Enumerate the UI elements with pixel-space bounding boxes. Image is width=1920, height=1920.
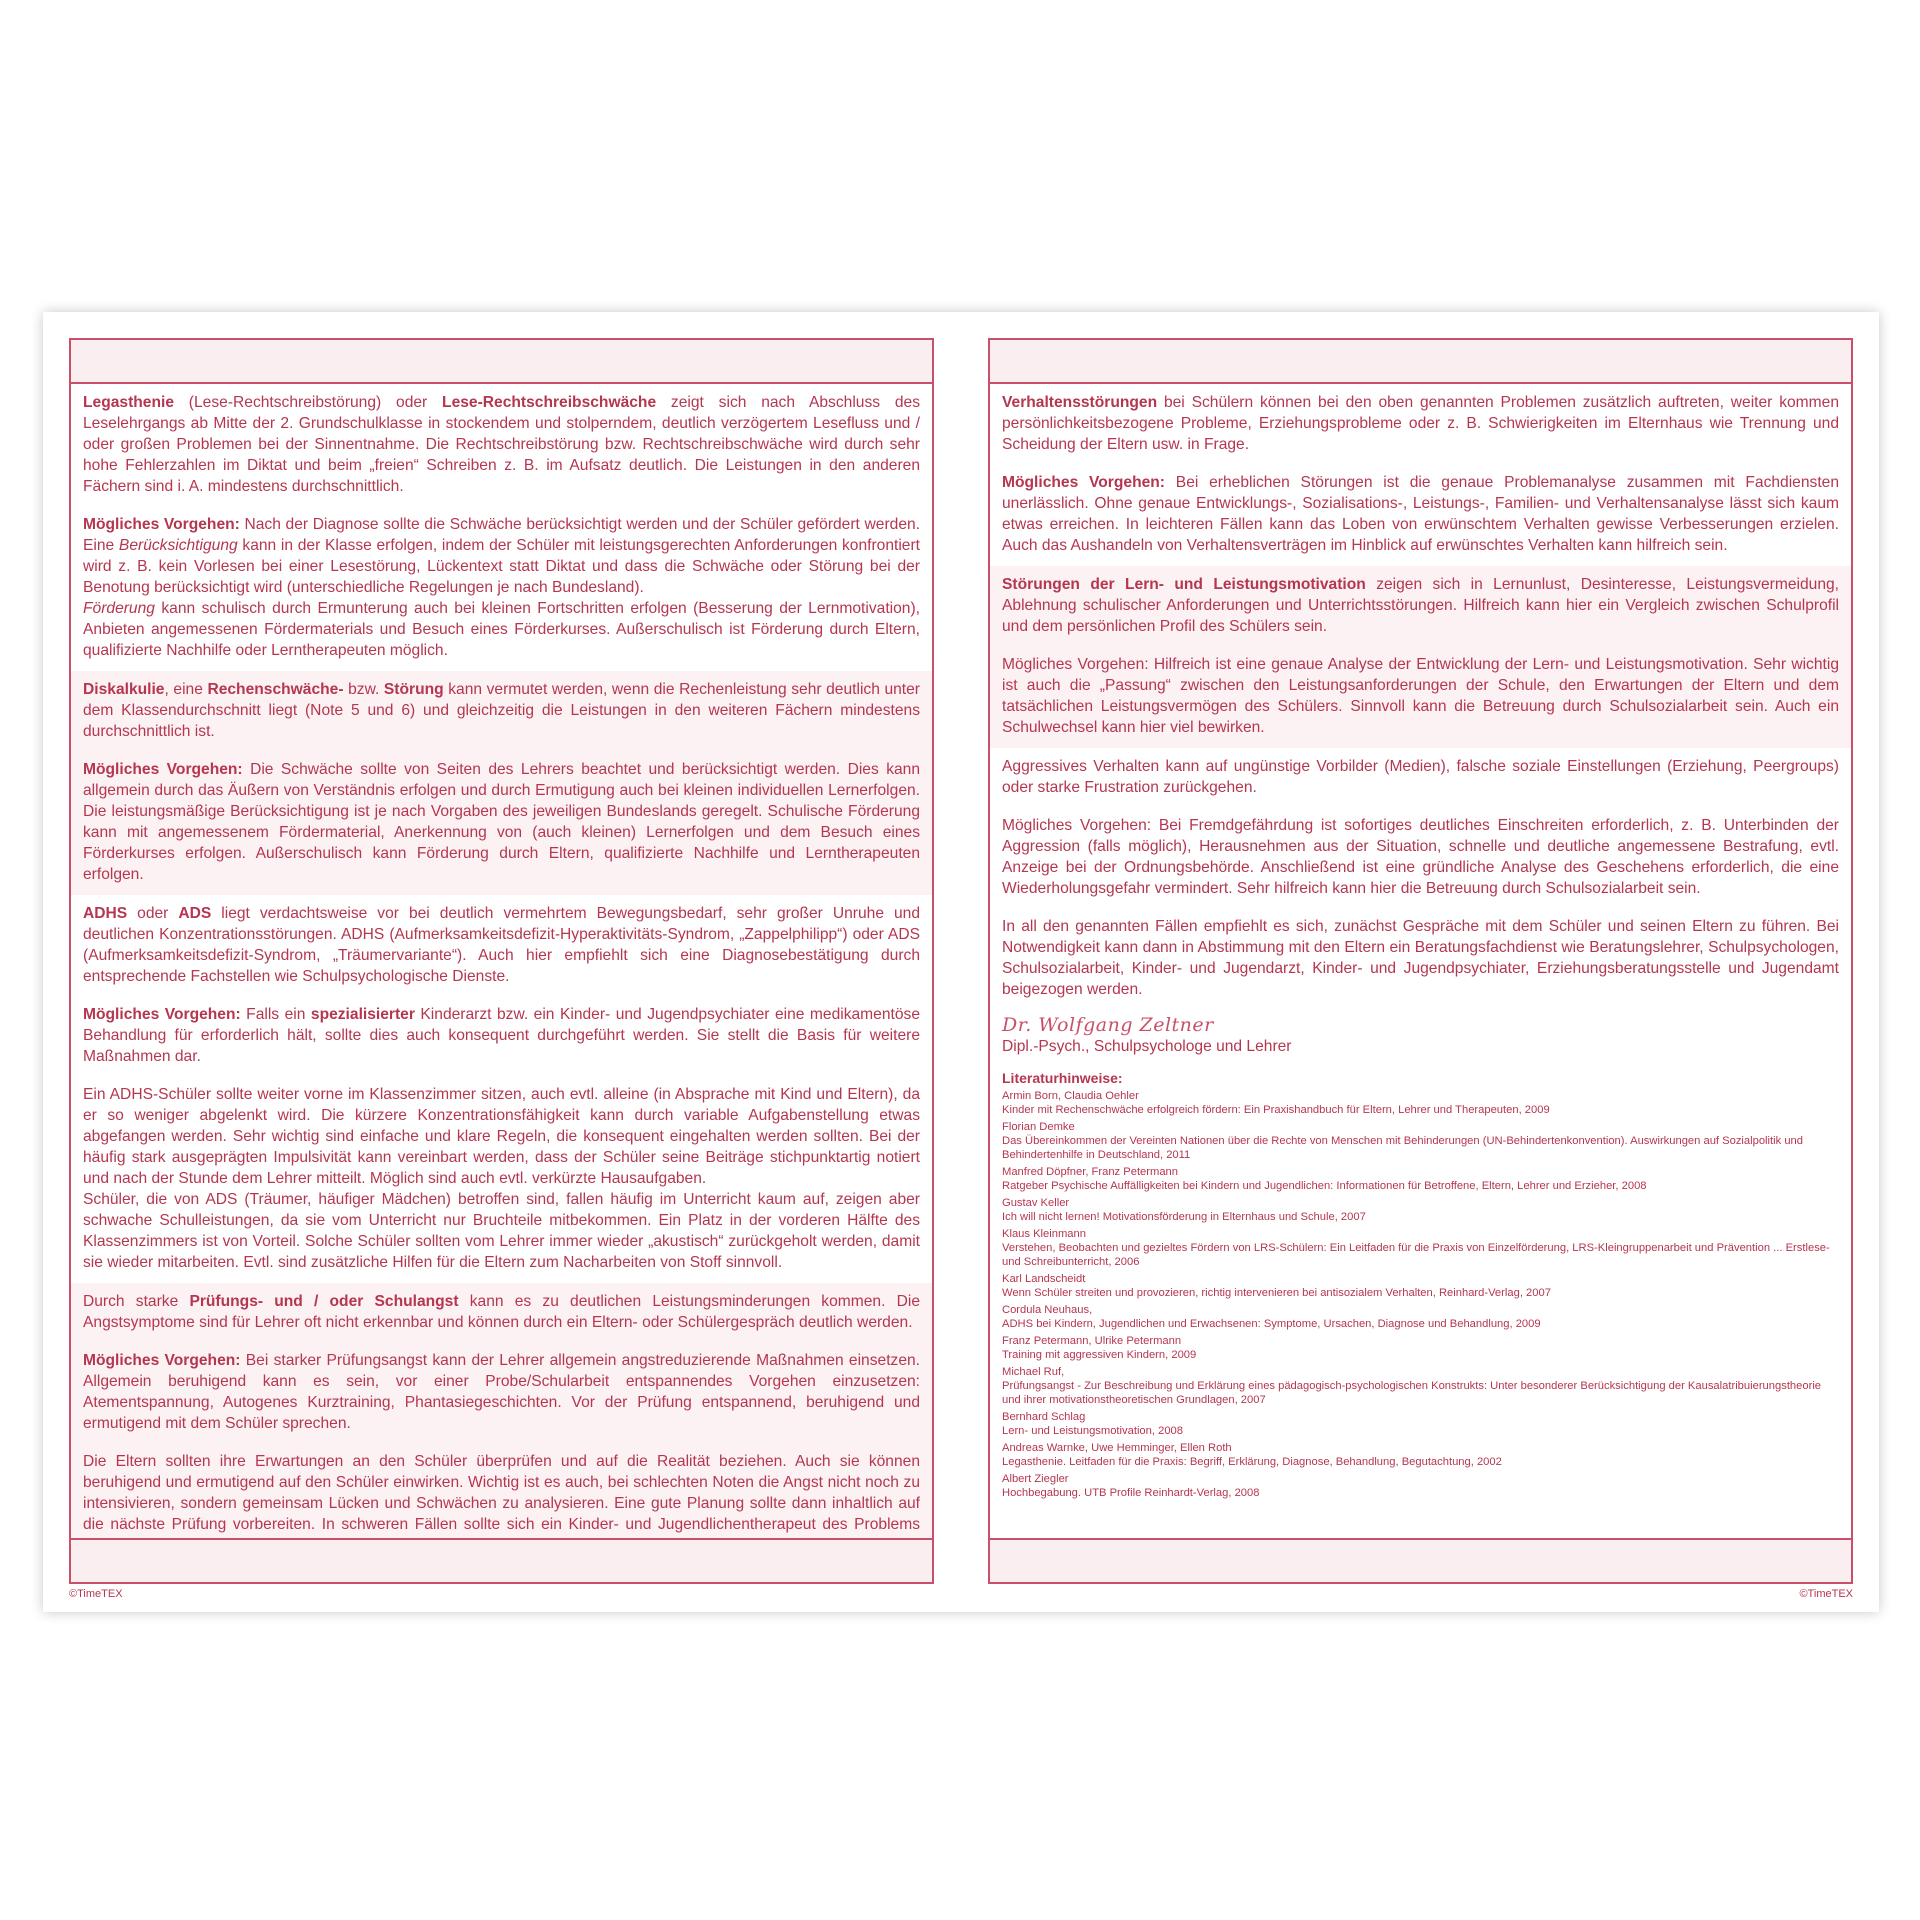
text-run: Bei erheblichen Störungen ist die genaue Problemanalyse zusammen mit Fachdiensten unerlässlich. Ohne genaue Entwicklungs-, Sozialisations-, Leistungs-, Familien- und Verhaltensanalyse lässt sich kaum etwas erreichen. In leichteren Fällen kann das Loben von erwünschtem Verhalten gewisse Verbesserungen erzielen. Auch das Aushandeln von Verhaltensverträgen im Hinblick auf erwünschtes Verhalten kann hilfreich sein. <box>1002 474 1840 554</box>
paragraph <box>83 514 920 598</box>
text-run: Kinderarzt bzw. ein Kinder- und Jugendpsychiater eine medikamentöse Behandlung für erforderlich hält, sollte dies auch konsequent durchgeführt werden. Sie stellt die Basis für weitere Maßnahmen dar. <box>83 1006 920 1065</box>
keyword: Diskalkulie <box>83 681 165 698</box>
reference-author: Armin Born, Claudia Oehler <box>1002 1090 1139 1102</box>
reference-item <box>1002 1089 1839 1117</box>
reference-item <box>1002 1441 1839 1469</box>
keyword: Mögliches Vorgehen: <box>83 1352 241 1369</box>
reference-title: Wenn Schüler streiten und provozieren, richtig intervenieren bei antisozialem Verhalten, Reinhard-Verlag, 2007 <box>1002 1287 1551 1299</box>
text-run: Nach der Diagnose sollte die Schwäche berücksichtigt werden und der Schüler gefördert werden. Eine <box>83 516 920 554</box>
right-header-band <box>990 340 1851 384</box>
paragraph <box>1002 392 1839 455</box>
reference-item <box>1002 1472 1839 1500</box>
reference-author: Florian Demke <box>1002 1121 1075 1133</box>
reference-author: Gustav Keller <box>1002 1197 1070 1209</box>
copyright-left: ©TimeTEX <box>69 1588 123 1600</box>
keyword: ADS <box>178 905 212 922</box>
reference-author: Klaus Kleinmann <box>1002 1228 1086 1240</box>
signature: Dr. Wolfgang Zeltner <box>1002 1014 1214 1036</box>
reference-title: Hochbegabung. UTB Profile Reinhardt-Verlag, 2008 <box>1002 1487 1260 1499</box>
emphasis: Berücksichtigung <box>118 537 238 554</box>
reference-author: Manfred Döpfner, Franz Petermann <box>1002 1166 1178 1178</box>
emphasis: Förderung <box>83 600 155 617</box>
reference-title: Prüfungsangst - Zur Beschreibung und Erklärung eines pädagogisch-psychologischen Konstrukts: Unter besonderer Berücksichtigung der Kausalatribuierungstheorie und ihrer motivationstheoretischen Grundlagen, 2007 <box>1002 1380 1822 1406</box>
paragraph <box>1002 916 1839 1000</box>
reference-author: Franz Petermann, Ulrike Petermann <box>1002 1335 1182 1347</box>
keyword: Legasthenie <box>83 394 174 411</box>
paragraph <box>1002 472 1839 556</box>
text-run: Aggressives Verhalten kann auf ungünstige Vorbilder (Medien), falsche soziale Einstellungen (Erziehung, Peergroups) oder starke Frustration zurückgehen. <box>1002 758 1839 796</box>
reference-item <box>1002 1303 1839 1331</box>
text-run: (Lese-Rechtschreibstörung) oder <box>174 394 443 411</box>
text-run: Schüler, die von ADS (Träumer, häufiger Mädchen) betroffen sind, fallen häufig im Unterricht kaum auf, zeigen aber schwache Schulleistungen, da sie vom Unterricht nur Bruchteile mitbekommen. Ein Platz in der vorderen Hälfte des Klassenzimmers ist von Vorteil. Solche Schüler sollten vom Lehrer immer wieder „akustisch“ zurückgeholt werden, damit sie wieder mitarbeiten. Evtl. sind zusätzliche Hilfen für die Eltern zum Nacharbeiten von Stoff sinnvoll. <box>83 1191 920 1271</box>
text-run: Die Eltern sollten ihre Erwartungen an den Schüler überprüfen und auf die Realität beziehen. Auch sie können beruhigend und ermutigend auf den Schüler einwirken. Wichtig ist es auch, bei schlechten Noten die Angst nicht noch zu intensivieren, sondern gemeinsam Lücken und Schwächen zu analysieren. Eine gute Planung sollte dann inhaltlich auf die nächste Prüfung vorbereiten. In schweren Fällen sollte sich ein Kinder- und Jugendlichentherapeut des Problems <box>83 1453 920 1533</box>
text-run: kann es zu deutlichen Leistungsminderungen kommen. Die Angstsymptome sind für Lehrer oft nicht erkennbar und können durch ein Eltern- oder Schülergespräch deutlich werden. <box>83 1293 921 1331</box>
keyword: Prüfungs- und / oder Schulangst <box>189 1293 459 1310</box>
paragraph <box>83 1189 920 1273</box>
paragraph <box>83 392 920 497</box>
text-run: liegt verdachtsweise vor bei deutlich vermehrtem Bewegungsbedarf, sehr großer Unruhe und deutlichen Konzentrationsstörungen. ADHS (Aufmerksamkeitsdefizit-Hyperaktivitäts-Syndrom, „Zappelphilipp“) oder ADS (Aufmerksamkeitsdefizit-Syndrom, „Träumervariante“). Auch hier empfiehlt sich eine Diagnosebestätigung durch entsprechende Fachstellen wie Schulpsychologische Dienste. <box>83 905 920 985</box>
reference-item <box>1002 1227 1839 1269</box>
keyword: Lese-Rechtschreibschwäche <box>442 394 657 411</box>
text-run: zeigt sich nach Abschluss des Leselehrgangs ab Mitte der 2. Grundschulklasse in stockendem und stolperndem, deutlich verzögertem Lesefluss und / oder großen Problemen bei der Sinnentnahme. Die Rechtschreibstörung bzw. Rechtschreibschwäche wird durch sehr hohe Fehlerzahlen im Diktat und beim „freien“ Schreiben z. B. im Aufsatz deutlich. Die Leistungen in den anderen Fächern sind i. A. mindestens durchschnittlich. <box>83 394 920 495</box>
text-run: Durch starke <box>83 1293 190 1310</box>
text-run: bzw. <box>343 681 384 698</box>
paragraph <box>83 679 920 742</box>
reference-item <box>1002 1334 1839 1362</box>
paragraph <box>1002 756 1839 798</box>
text-run: oder <box>127 905 179 922</box>
paragraph <box>83 598 920 661</box>
keyword: ADHS <box>83 905 128 922</box>
literature-title: Literaturhinweise: <box>1002 1070 1123 1086</box>
text-run: Mögliches Vorgehen: Bei Fremdgefährdung ist sofortiges deutliches Einschreiten erforderlich, z. B. Unterbinden der Aggression (falls möglich), Herausnehmen aus der Situation, schnelle und deutliche angemessene Bestrafung, evtl. Anzeige bei der Ordnungsbehörde. Anschließend ist eine gründliche Analyse des Geschehens erforderlich, die eine Wiederholungsgefahr vermindert. Sehr hilfreich kann hier die Betreuung durch Schulsozialarbeit sein. <box>1002 817 1839 897</box>
left-header-band <box>71 340 932 384</box>
author-role: Dipl.-Psych., Schulpsychologe und Lehrer <box>1002 1038 1292 1055</box>
author-block <box>990 1014 1851 1510</box>
reference-title: Training mit aggressiven Kindern, 2009 <box>1002 1349 1197 1361</box>
left-page <box>69 338 934 1584</box>
right-page <box>988 338 1853 1584</box>
keyword: Mögliches Vorgehen: <box>83 1006 241 1023</box>
keyword: Mögliches Vorgehen: <box>1002 474 1165 491</box>
paragraph <box>83 1004 920 1067</box>
paragraph <box>83 1350 920 1434</box>
text-run: kann vermutet werden, wenn die Rechenleistung sehr deutlich unter dem Klassendurchschnitt liegt (Note 5 und 6) und gleichzeitig die Leistungen in den weiteren Fächern mindestens durchschnittlich ist. <box>83 681 920 740</box>
keyword: Störung <box>383 681 444 698</box>
reference-item <box>1002 1120 1839 1162</box>
left-content <box>71 384 932 1538</box>
paragraph <box>1002 654 1839 738</box>
text-run: bei Schülern können bei den oben genannten Problemen zusätzlich auftreten, weiter kommen persönlichkeitsbezogene Probleme, Erziehungsprobleme oder z. B. Schwierigkeiten im Elternhaus wie Trennung und Scheidung der Eltern usw. in Frage. <box>1002 394 1839 453</box>
paragraph <box>1002 815 1839 899</box>
right-content <box>990 384 1851 1538</box>
text-run: Falls ein <box>240 1006 311 1023</box>
reference-title: Ich will nicht lernen! Motivationsförderung in Elternhaus und Schule, 2007 <box>1002 1211 1366 1223</box>
section-legasthenie <box>71 384 932 671</box>
reference-title: Das Übereinkommen der Vereinten Nationen über die Rechte von Menschen mit Behinderungen (UN-Behindertenkonvention). Auswirkungen auf Sozialpolitik und Behindertenhilfe in Deutschland, 2011 <box>1002 1135 1803 1161</box>
text-run: Die Schwäche sollte von Seiten des Lehrers beachtet und berücksichtigt werden. Dies kann allgemein durch das Äußern von Verständnis erfolgen und durch Ermutigung auch bei kleinen individuellen Lernerfolgen. Die leistungsmäßige Berücksichtigung ist je nach Vorgaben des jeweiligen Bundeslands geregelt. Schulische Förderung kann mit angemessenem Fördermaterial, Anerkennung von (auch kleinen) Lernerfolgen und dem Besuch eines Förderkurses erfolgen. Außerschulisch kann Förderung durch Eltern, qualifizierte Nachhilfe und Lerntherapeuten erfolgen. <box>83 761 921 883</box>
keyword: Mögliches Vorgehen: <box>83 761 243 778</box>
paragraph <box>83 759 920 885</box>
reference-author: Michael Ruf, <box>1002 1366 1065 1378</box>
keyword: spezialisierter <box>310 1006 415 1023</box>
keyword: Verhaltensstörungen <box>1002 394 1158 411</box>
reference-title: Kinder mit Rechenschwäche erfolgreich fördern: Ein Praxishandbuch für Eltern, Lehrer und Therapeuten, 2009 <box>1002 1104 1550 1116</box>
text-run: Bei starker Prüfungsangst kann der Lehrer allgemein angstreduzierende Maßnahmen einsetzen. Allgemein beruhigend kann es sein, vor einer Probe/Schularbeit entspannendes Vorgehen einzusetzen: Atementspannung, Autogenes Kurztraining, Phantasiegeschichten. Vor der Prüfung entspannend, beruhigend und ermutigend mit dem Schüler sprechen. <box>83 1352 920 1432</box>
section-lernmotivation <box>990 566 1851 748</box>
text-run: , eine <box>164 681 208 698</box>
section-aggression <box>990 748 1851 1010</box>
keyword: Störungen der Lern- und Leistungsmotivation <box>1002 576 1366 593</box>
reference-item <box>1002 1196 1839 1224</box>
reference-title: Verstehen, Beobachten und gezieltes Fördern von LRS-Schülern: Ein Leitfaden für die Praxis von Einzelförderung, LRS-Kleingruppenarbeit und Prävention ... Erstlese- und Schreibunterricht, 2006 <box>1002 1242 1830 1268</box>
paragraph <box>83 903 920 987</box>
paragraph <box>1002 574 1839 637</box>
reference-author: Cordula Neuhaus, <box>1002 1304 1093 1316</box>
book-spread <box>43 312 1879 1612</box>
copyright-right: ©TimeTEX <box>1799 1588 1853 1600</box>
reference-title: ADHS bei Kindern, Jugendlichen und Erwachsenen: Symptome, Ursachen, Diagnose und Behandlung, 2009 <box>1002 1318 1541 1330</box>
section-adhs <box>71 895 932 1283</box>
section-verhaltensstoerungen <box>990 384 1851 566</box>
section-diskalkulie <box>71 671 932 895</box>
left-footer-band <box>71 1538 932 1582</box>
reference-title: Legasthenie. Leitfaden für die Praxis: Begriff, Erklärung, Diagnose, Behandlung, Begutachtung, 2002 <box>1002 1456 1502 1468</box>
paragraph <box>83 1291 920 1333</box>
reference-title: Ratgeber Psychische Auffälligkeiten bei Kindern und Jugendlichen: Informationen für Betroffene, Eltern, Lehrer und Erzieher, 2008 <box>1002 1180 1647 1192</box>
reference-item <box>1002 1165 1839 1193</box>
section-pruefungsangst <box>71 1283 932 1566</box>
reference-author: Bernhard Schlag <box>1002 1411 1086 1423</box>
reference-item <box>1002 1272 1839 1300</box>
text-run: kann in der Klasse erfolgen, indem der Schüler mit leistungsgerechten Anforderungen konfrontiert wird z. B. kein Vorlesen bei einer Lesestörung, Lückentext statt Diktat und dass die Schwäche oder Störung bei der Benotung berücksichtigt wird (unterschiedliche Regelungen je nach Bundesland). <box>83 537 920 596</box>
reference-list <box>1002 1089 1839 1500</box>
text-run: Ein ADHS-Schüler sollte weiter vorne im Klassenzimmer sitzen, auch evtl. alleine (in Absprache mit Kind und Eltern), da er so weniger abgelenkt wird. Die kürzere Konzentrationsfähigkeit kann durch variable Aufgabenstellung etwas abgefangen werden. Sehr wichtig sind einfache und klare Regeln, die konsequent eingehalten werden sollten. Bei der häufig stark ausgeprägten Impulsivität kann vereinbart werden, dass der Schüler seine Beiträge stichpunktartig notiert und nach der Stunde dem Lehrer mitteilt. Möglich sind auch evtl. verkürzte Hausaufgaben. <box>83 1086 920 1187</box>
text-run: zeigen sich in Lernunlust, Desinteresse, Leistungsvermeidung, Ablehnung schulischer Anforderungen und Unterrichtsstörungen. Hilfreich kann hier ein Vergleich zwischen Schulprofil und dem persönlichen Profil des Schülers sein. <box>1002 576 1839 635</box>
reference-item <box>1002 1410 1839 1438</box>
reference-author: Albert Ziegler <box>1002 1473 1069 1485</box>
right-footer-band <box>990 1538 1851 1582</box>
keyword: Rechenschwäche- <box>207 681 344 698</box>
text-run: Mögliches Vorgehen: Hilfreich ist eine genaue Analyse der Entwicklung der Lern- und Leistungsmotivation. Sehr wichtig ist auch die „Passung“ zwischen den Leistungsanforderungen der Schule, den Erwartungen der Eltern und dem tatsächlichen Leistungsvermögen des Schülers. Sinnvoll kann die Betreuung durch Schulsozialarbeit sein. Auch ein Schulwechsel kann hier viel bewirken. <box>1002 656 1839 736</box>
reference-item <box>1002 1365 1839 1407</box>
reference-title: Lern- und Leistungsmotivation, 2008 <box>1002 1425 1183 1437</box>
keyword: Mögliches Vorgehen: <box>83 516 240 533</box>
text-run: kann schulisch durch Ermunterung auch bei kleinen Fortschritten erfolgen (Besserung der Lernmotivation), Anbieten angemessenen Fördermaterials und Besuch eines Förderkurses. Außerschulisch ist Förderung durch Eltern, qualifizierte Nachhilfe oder Lerntherapeuten möglich. <box>83 600 920 659</box>
text-run: In all den genannten Fällen empfiehlt es sich, zunächst Gespräche mit dem Schüler und seinen Eltern zu führen. Bei Notwendigkeit kann dann in Abstimmung mit den Eltern ein Beratungsfachdienst wie Beratungslehrer, Schulpsychologen, Schulsozialarbeit, Kinder- und Jugendarzt, Kinder- und Jugendpsychiater, Erziehungsberatungsstelle und Jugendamt beigezogen werden. <box>1002 918 1839 998</box>
reference-author: Andreas Warnke, Uwe Hemminger, Ellen Roth <box>1002 1442 1232 1454</box>
paragraph <box>83 1084 920 1189</box>
reference-author: Karl Landscheidt <box>1002 1273 1086 1285</box>
